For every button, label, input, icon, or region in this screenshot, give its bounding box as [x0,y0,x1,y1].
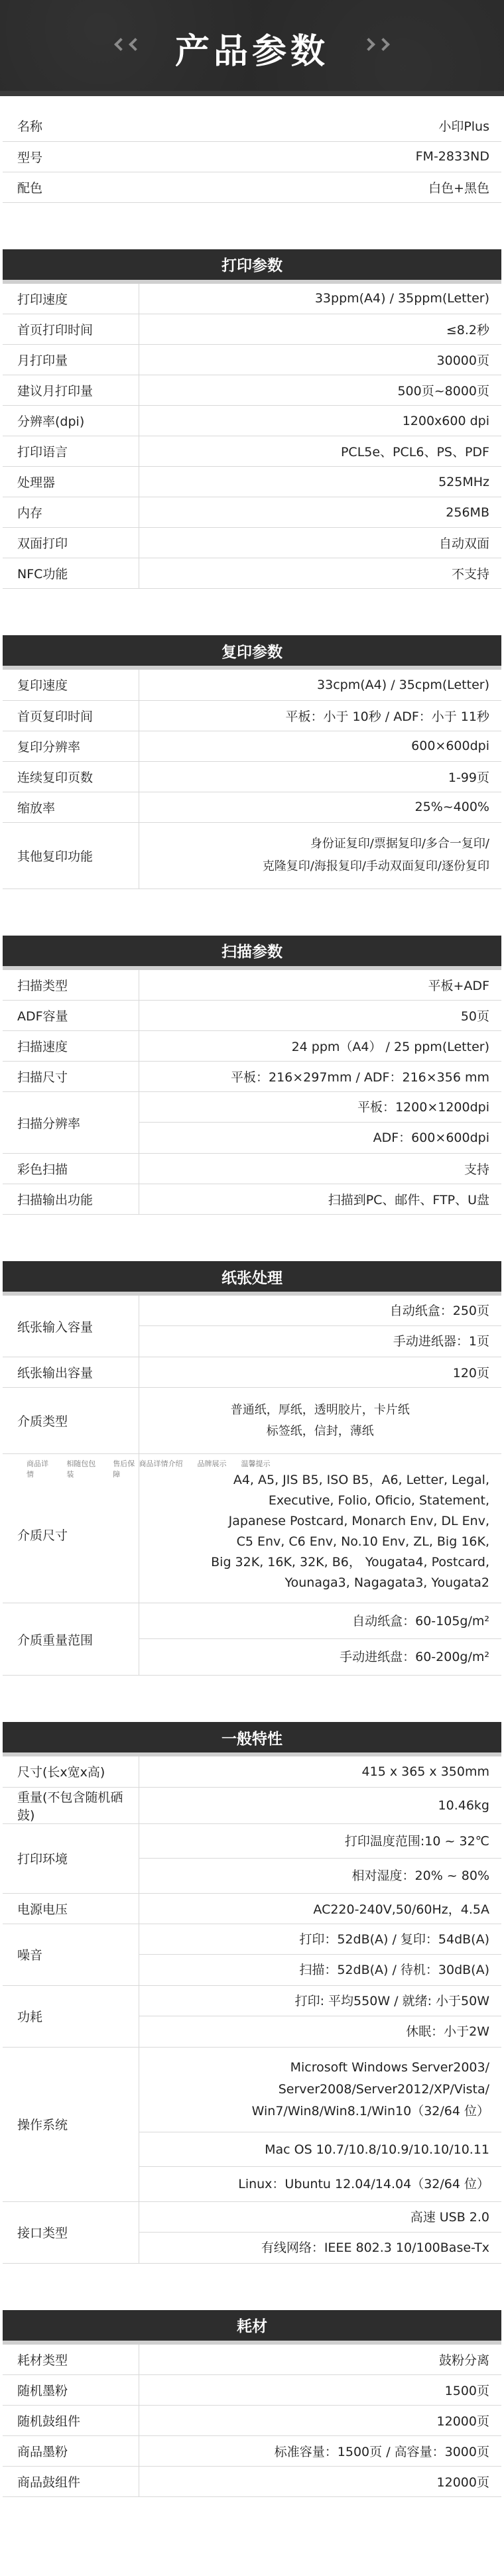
value-line: 自动纸盒：250页 [139,1296,502,1326]
basic-info-section [3,111,501,203]
value-line: 高速 USB 2.0 [139,2202,502,2233]
row-value: 600×600dpi [139,731,501,761]
row-value: 500页~8000页 [139,375,501,406]
row-value [139,1454,501,1603]
row-value [139,1388,501,1454]
row-label: 连续复印页数 [3,761,139,792]
value-line: A4, A5, JIS B5, ISO B5，A6, Letter, Legal, [233,1473,489,1487]
table-row [3,375,501,406]
value-line: C5 Env, C6 Env, No.10 Env, ZL, Big 16K, [236,1534,489,1549]
row-value: PCL5e、PCL6、PS、PDF [139,436,501,467]
row-value: 120页 [139,1357,501,1388]
table-row [3,1031,501,1062]
value-line: 打印温度范围:10 ~ 32℃ [139,1824,502,1859]
row-value: 标准容量：1500页 / 高容量：3000页 [139,2436,501,2467]
row-label: 噪音 [3,1924,139,1985]
row-label: 介质类型 [3,1388,139,1454]
table-row [3,1092,501,1154]
row-value: 24 ppm（A4） / 25 ppm(Letter) [139,1031,501,1062]
table-row [3,1823,501,1893]
row-value [139,1924,501,1985]
row-label: 随机墨粉 [3,2375,139,2406]
row-label: 扫描类型 [3,970,139,1001]
value-line: 平板：1200×1200dpi [139,1092,502,1123]
value-line: Japanese Postcard, Monarch Env, DL Env, [228,1514,489,1528]
table-row [3,2375,501,2406]
table-row [3,528,501,558]
row-value: 256MB [139,497,501,528]
note-text: 商品详情介绍 [139,1459,183,1468]
row-value: 扫描到PC、邮件、FTP、U盘 [139,1184,501,1215]
row-label: 月打印量 [3,345,139,375]
row-value [139,2201,501,2263]
row-label: 重量(不包含随机硒鼓) [3,1787,139,1823]
row-label: 双面打印 [3,528,139,558]
table-row [3,558,501,589]
table-row [3,1184,501,1215]
value-line: 标签纸，信封，薄纸 [266,1424,374,1438]
row-label: 商品鼓组件 [3,2467,139,2497]
table-row [3,436,501,467]
row-label: 介质重量范围 [3,1603,139,1676]
row-value: 30000页 [139,345,501,375]
note-text: 商品详情 [27,1459,48,1479]
table-row [3,314,501,345]
row-label: 尺寸(长x宽x高) [3,1756,139,1787]
row-label: 复印分辨率 [3,731,139,761]
table-row [3,172,501,202]
row-label: NFC功能 [3,558,139,589]
value-line: 扫描：52dB(A) / 待机：30dB(A) [299,1962,489,1977]
table-row [3,1062,501,1092]
row-value [139,1823,501,1893]
section-header: 扫描参数 [3,936,501,970]
copy-section [3,635,501,889]
note-text: 品牌展示 [197,1459,227,1468]
row-value: ≤8.2秒 [139,314,501,345]
table-row [3,970,501,1001]
row-label: 分辨率(dpi) [3,406,139,436]
media-size-list [139,1470,490,1593]
value-line: Win7/Win8/Win8.1/Win10（32/64 位） [251,2103,489,2118]
table-row [3,284,501,314]
table-row [3,1357,501,1388]
row-value: 25%~400% [139,792,501,822]
row-label-text: 介质尺寸 [17,1528,68,1543]
value-line: 自动纸盒：60-105g/m² [139,1603,502,1639]
row-label: 操作系统 [3,2047,139,2201]
value-line: 身份证复印/票据复印/多合一复印/ [310,837,489,851]
table-row [3,731,501,761]
table-row [3,1603,501,1676]
value-line: 打印: 平均550W / 就绪: 小于50W [139,1986,502,2016]
value-line: Executive, Folio, Oficio, Statement, [268,1493,489,1508]
value-line: 普通纸，厚纸，透明胶片，卡片纸 [230,1402,410,1417]
row-label: 处理器 [3,467,139,497]
table-row [3,761,501,792]
row-value: 33cpm(A4) / 35cpm(Letter) [139,670,501,700]
value-line: 有线网络：IEEE 802.3 10/100Base-Tx [261,2240,489,2255]
row-value [139,1603,501,1676]
table-row [3,2201,501,2263]
general-table [3,1756,501,2264]
row-label: 纸张输出容量 [3,1357,139,1388]
hero-banner [0,0,504,96]
table-row [3,1924,501,1985]
row-value: 50页 [139,1001,501,1031]
table-row [3,670,501,700]
row-value [139,2047,501,2201]
row-value: 平板：小于 10秒 / ADF：小于 11秒 [139,700,501,731]
row-value: 12000页 [139,2467,501,2497]
section-header: 一般特性 [3,1722,501,1756]
tab-note-right [139,1454,490,1469]
table-row [3,497,501,528]
table-row [3,700,501,731]
table-row [3,1154,501,1184]
row-label: 其他复印功能 [3,822,139,889]
row-label [3,1454,139,1603]
table-row [3,2406,501,2436]
chevron-left-icon [116,40,140,49]
section-header: 打印参数 [3,249,501,284]
value-line: 手动进纸器：1页 [393,1334,489,1349]
value-line: Microsoft Windows Server2003/ [290,2059,489,2075]
table-row [3,1787,501,1823]
page-title: 产品参数 [174,32,329,72]
table-row [3,467,501,497]
row-label: 扫描速度 [3,1031,139,1062]
value-line: Younaga3, Nagagata3, Yougata2 [284,1575,489,1590]
scan-section [3,936,501,1215]
scan-table [3,970,501,1215]
row-label: 纸张输入容量 [3,1296,139,1357]
table-row [3,1893,501,1924]
row-value: 12000页 [139,2406,501,2436]
value-line: Linux：Ubuntu 12.04/14.04（32/64 位） [238,2176,489,2191]
row-label: 彩色扫描 [3,1154,139,1184]
consumables-section [3,2310,501,2498]
hero-divider [0,91,504,96]
row-value: 不支持 [139,558,501,589]
row-value: 自动双面 [139,528,501,558]
row-value: 白色+黑色 [139,172,501,202]
row-label: 耗材类型 [3,2345,139,2375]
row-label: 随机鼓组件 [3,2406,139,2436]
table-row [3,1454,501,1603]
row-value [139,822,501,889]
row-value: 平板+ADF [139,970,501,1001]
row-value: 415 x 365 x 350mm [139,1756,501,1787]
row-value [139,1296,501,1357]
note-text: 售后保障 [113,1459,135,1479]
value-line: ADF：600×600dpi [373,1131,489,1145]
row-value: 1-99页 [139,761,501,792]
row-value: 支持 [139,1154,501,1184]
row-value: 1200x600 dpi [139,406,501,436]
value-line: Big 32K, 16K, 32K, B6， Yougata4, Postcard, [211,1555,489,1569]
table-row [3,1388,501,1454]
row-label: 功耗 [3,1985,139,2047]
row-value: FM-2833ND [139,141,501,172]
row-label: 打印速度 [3,284,139,314]
table-row [3,1756,501,1787]
section-header: 复印参数 [3,635,501,670]
row-value: 525MHz [139,467,501,497]
note-text: 相随包包装 [66,1459,96,1479]
copy-table [3,670,501,889]
row-label: 扫描尺寸 [3,1062,139,1092]
row-label: 建议月打印量 [3,375,139,406]
table-row [3,111,501,141]
tab-note-left [17,1454,139,1479]
row-label: 接口类型 [3,2201,139,2263]
row-label: 首页打印时间 [3,314,139,345]
table-row [3,822,501,889]
paper-table [3,1296,501,1676]
table-row [3,345,501,375]
print-table [3,284,501,589]
paper-section [3,1261,501,1676]
row-value [139,1092,501,1154]
basic-info-table [3,111,501,203]
row-label: 首页复印时间 [3,700,139,731]
table-row [3,2436,501,2467]
row-value: 10.46kg [139,1787,501,1823]
table-row [3,1001,501,1031]
row-label: 商品墨粉 [3,2436,139,2467]
table-row [3,1985,501,2047]
section-header: 纸张处理 [3,1261,501,1296]
row-label: 型号 [3,141,139,172]
table-row [3,2345,501,2375]
chevron-right-icon [364,40,388,49]
row-value: 1500页 [139,2375,501,2406]
row-label: 电源电压 [3,1893,139,1924]
row-label: 配色 [3,172,139,202]
row-label: 扫描分辨率 [3,1092,139,1154]
note-text: 温馨提示 [241,1459,271,1468]
row-value: 平板：216×297mm / ADF：216×356 mm [139,1062,501,1092]
row-label: 缩放率 [3,792,139,822]
table-row [3,141,501,172]
value-line: 手动进纸盘：60-200g/m² [340,1650,489,1664]
row-value: 小印Plus [139,111,501,141]
row-label: 打印语言 [3,436,139,467]
general-section [3,1722,501,2264]
table-row [3,406,501,436]
consumables-table [3,2345,501,2498]
row-label: 内存 [3,497,139,528]
table-row [3,1296,501,1357]
row-value: AC220-240V,50/60Hz，4.5A [139,1893,501,1924]
row-label: ADF容量 [3,1001,139,1031]
print-section [3,249,501,589]
row-label: 扫描输出功能 [3,1184,139,1215]
value-line: Server2008/Server2012/XP/Vista/ [278,2081,489,2097]
table-row [3,2467,501,2497]
row-value [139,1985,501,2047]
value-line: 打印：52dB(A) / 复印：54dB(A) [139,1924,502,1955]
table-row [3,2047,501,2201]
value-line: 克隆复印/海报复印/手动双面复印/逐份复印 [262,859,489,873]
row-label: 复印速度 [3,670,139,700]
row-label: 打印环境 [3,1823,139,1893]
value-line: Mac OS 10.7/10.8/10.9/10.10/10.11 [139,2132,502,2167]
section-header: 耗材 [3,2310,501,2345]
value-line: 休眠：小于2W [406,2024,489,2039]
table-row [3,792,501,822]
row-value: 鼓粉分离 [139,2345,501,2375]
row-label: 名称 [3,111,139,141]
os-windows [139,2048,502,2132]
value-line: 相对湿度：20% ~ 80% [351,1868,489,1883]
row-value: 33ppm(A4) / 35ppm(Letter) [139,284,501,314]
